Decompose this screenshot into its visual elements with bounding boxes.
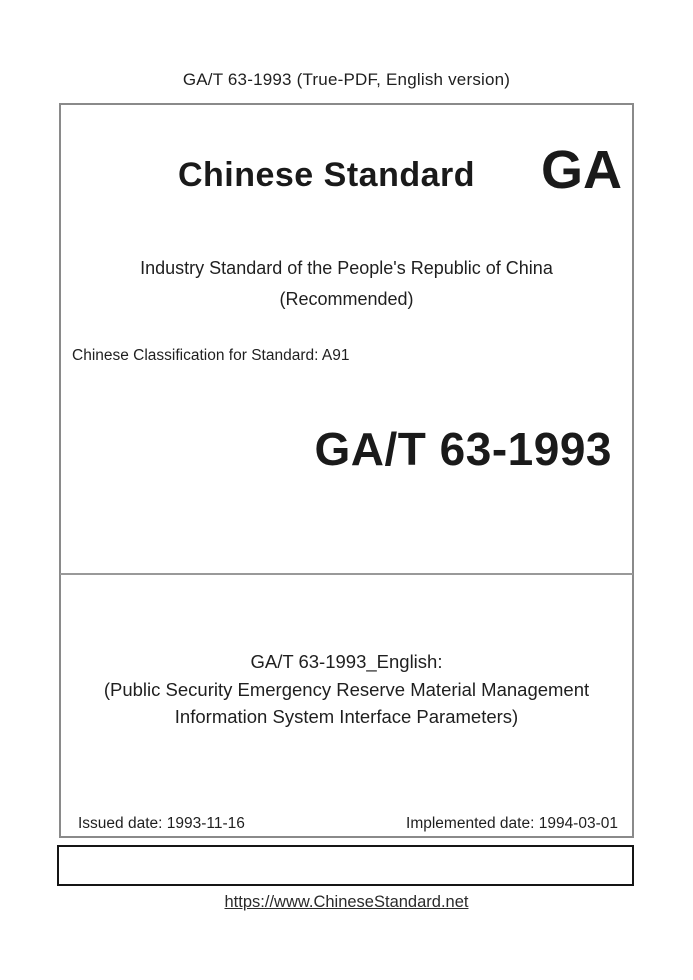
- implemented-date: Implemented date: 1994-03-01: [406, 815, 618, 832]
- agency-logo: GA: [541, 140, 622, 200]
- document-header-title: GA/T 63-1993 (True-PDF, English version): [182, 70, 511, 89]
- standard-type-line1: Industry Standard of the People's Republic of China: [140, 258, 553, 278]
- website-link[interactable]: https://www.ChineseStandard.net: [224, 893, 469, 911]
- english-title-line3: Information System Interface Parameters): [174, 706, 519, 727]
- dates-row: [78, 815, 618, 833]
- classification-code: Chinese Classification for Standard: A91: [72, 347, 350, 364]
- brand-title: Chinese Standard: [177, 156, 476, 194]
- issued-date: Issued date: 1993-11-16: [78, 815, 245, 832]
- english-title-block: [61, 648, 632, 731]
- brand-row: [61, 140, 632, 215]
- standard-number: GA/T 63-1993: [314, 423, 612, 475]
- english-title-line1: GA/T 63-1993_English:: [250, 651, 443, 672]
- section-divider: [60, 573, 633, 575]
- standard-type-block: [61, 253, 632, 315]
- empty-note-box: [57, 845, 634, 886]
- standard-type-line2: (Recommended): [279, 289, 414, 309]
- cover-main-box: [59, 103, 634, 838]
- document-footer: [0, 893, 693, 912]
- english-title-line2: (Public Security Emergency Reserve Material Management: [103, 678, 590, 700]
